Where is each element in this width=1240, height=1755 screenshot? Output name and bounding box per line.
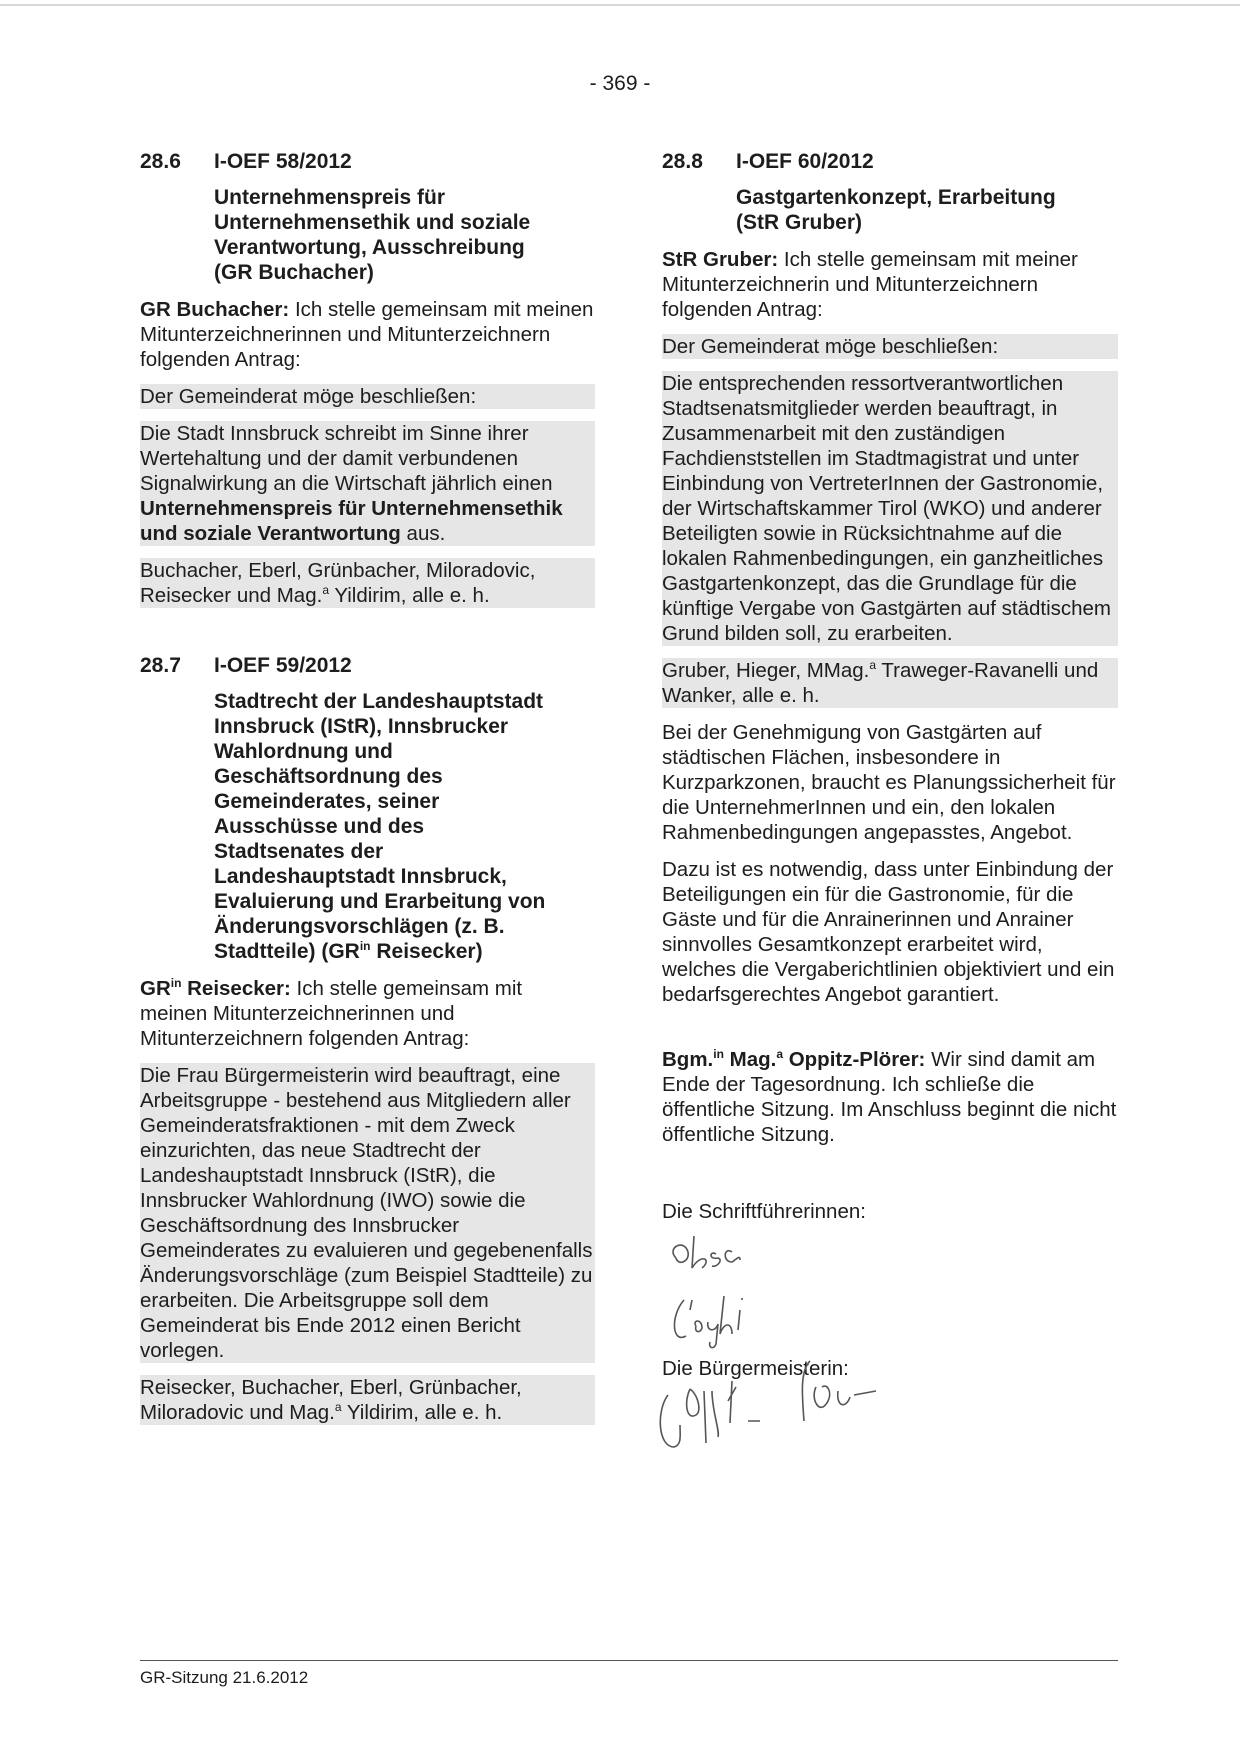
left-column [140, 148, 595, 1425]
section-title-part: Stadtrecht der Landeshauptstadt Innsbruck (IStR), Innsbrucker Wahlordnung und Geschäftsordnung des Gemeinderates, seiner Ausschüsse und des Stadtsenates der Landeshauptstadt Innsbruck, Evaluierung und Erarbeitung von Änderungsvorschlägen (z. B. Stadtteile) (GR [214, 690, 546, 963]
superscript: in [170, 976, 182, 991]
signature-clerk-1-icon [662, 1230, 862, 1280]
motion-text: Die Frau Bürgermeisterin wird beauftragt, eine Arbeitsgruppe - bestehend aus Mitgliedern aller Gemeinderatsfraktionen - mit dem Zweck einzurichten, das neue Stadtrecht der Landeshauptstadt Innsbruck (IStR), die Innsbrucker Wahlordnung (IWO) sowie die Geschäftsordnung des Innsbrucker Gemeinderates zu evaluieren und gegebenenfalls Änderungsvorschläge (zum Beispiel Stadtteile) zu erarbeiten. Die Arbeitsgruppe soll dem Gemeinderat bis Ende 2012 einen Bericht vorlegen. [140, 1063, 595, 1363]
section-28-8 [662, 148, 1118, 1007]
section-code: I-OEF 58/2012 [214, 150, 352, 173]
section-heading [140, 652, 595, 679]
section-number: 28.8 [662, 150, 703, 173]
speaker-title: GR [140, 977, 171, 1000]
footer-text: GR-Sitzung 21.6.2012 [140, 1668, 309, 1687]
scan-edge-line [0, 4, 1240, 6]
signers-names: Buchacher, Eberl, Grünbacher, Miloradovic, Reisecker und Mag. [140, 559, 536, 607]
superscript: in [359, 939, 371, 953]
superscript: a [322, 583, 329, 598]
signers-names-end: Yildirim, alle e. h. [329, 584, 490, 607]
signers [140, 1375, 595, 1425]
speaker-name: StR Gruber: [662, 248, 779, 271]
section-28-7 [140, 652, 595, 1425]
speaker-text: Ich stelle gemeinsam mit meinen Mitunterzeichnerinnen und Mitunterzeichnern folgenden Antrag: [140, 298, 594, 371]
speaker-statement [140, 297, 595, 372]
motion-lead: Der Gemeinderat möge beschließen: [140, 384, 595, 409]
section-title: Gastgartenkonzept, Erarbeitung (StR Gruber) [736, 186, 1056, 234]
superscript: a [776, 1047, 784, 1062]
superscript: in [713, 1047, 724, 1062]
motion-lead: Der Gemeinderat möge beschließen: [662, 334, 1118, 359]
motion-text-part: Die Stadt Innsbruck schreibt im Sinne ihrer Wertehaltung und der damit verbundenen Signalwirkung an die Wirtschaft jährlich einen [140, 422, 553, 495]
motion-text-end: aus. [400, 522, 446, 545]
signers-names-end: Traweger-Ravanelli und Wanker, alle e. h. [662, 659, 1099, 707]
signers-names-end: Yildirim, alle e. h. [341, 1401, 503, 1424]
signers [662, 658, 1118, 708]
rationale-paragraph-1: Bei der Genehmigung von Gastgärten auf städtischen Flächen, insbesondere in Kurzparkzonen, braucht es Planungssicherheit für die UnternehmerInnen und ein, den lokalen Rahmenbedingungen angepasstes, Angebot. [662, 721, 1116, 844]
section-title [214, 689, 559, 964]
page-number: - 369 - [589, 72, 651, 95]
speaker-surname: Oppitz-Plörer: [783, 1048, 926, 1071]
speaker-statement [140, 976, 595, 1051]
signature-clerk-2-icon [662, 1286, 862, 1352]
speaker-text: Ich stelle gemeinsam mit meiner Mitunterzeichnerin und Mitunterzeichnern folgenden Antrag: [662, 248, 1078, 321]
superscript: a [869, 658, 877, 673]
right-column [662, 148, 1118, 1461]
section-title: Unternehmenspreis für Unternehmensethik und soziale Verantwortung, Ausschreibung (GR Buchacher) [214, 186, 531, 284]
section-number: 28.7 [140, 654, 181, 677]
superscript: a [334, 1400, 342, 1415]
speaker-statement [662, 247, 1118, 322]
speaker-text: Wir sind damit am Ende der Tagesordnung. Ich schließe die öffentliche Sitzung. Im Anschluss beginnt die nicht öffentliche Sitzung. [662, 1048, 1117, 1146]
signers-names: Gruber, Hieger, MMag. [662, 659, 870, 682]
section-28-6 [140, 148, 595, 608]
rationale-paragraph-2: Dazu ist es notwendig, dass unter Einbindung der Beteiligungen ein für die Gastronomie, für die Gäste und für die Anrainerinnen und Anrainer sinnvolles Gesamtkonzept erarbeitet wird, welches die Vergaberichtlinien objektiviert und ein bedarfsgerechtes Angebot garantiert. [662, 858, 1115, 1006]
section-heading [662, 148, 1118, 175]
speaker-statement [662, 1047, 1118, 1147]
section-heading [140, 148, 595, 175]
speaker-name [140, 977, 291, 1000]
mayor-label: Die Bürgermeisterin: [662, 1357, 849, 1380]
speaker-surname: Reisecker: [181, 977, 291, 1000]
closing-statement [662, 1047, 1118, 1461]
motion-highlight: Unternehmenspreis für Unternehmensethik und soziale Verantwortung [140, 497, 563, 545]
motion-text: Die entsprechenden ressortverantwortlichen Stadtsenatsmitglieder werden beauftragt, in Zusammenarbeit mit den zuständigen Fachdienststellen im Stadtmagistrat und unter Einbindung von VertreterInnen der Gastronomie, der Wirtschaftskammer Tirol (WKO) und anderer Beteiligten sowie in Rücksichtnahme auf die lokalen Rahmenbedingungen, ein ganzheitliches Gastgartenkonzept, das die Grundlage für die künftige Vergabe von Gastgärten auf städtischem Grund bilden soll, zu erarbeiten. [662, 371, 1118, 646]
speaker-name [662, 1048, 925, 1071]
speaker-title: Bgm. [662, 1048, 714, 1071]
signers [140, 558, 595, 608]
speaker-text: Ich stelle gemeinsam mit meinen Mitunterzeichnerinnen und Mitunterzeichnern folgenden Antrag: [140, 977, 523, 1050]
section-code: I-OEF 60/2012 [736, 150, 874, 173]
section-code: I-OEF 59/2012 [214, 654, 352, 677]
section-title-end: Reisecker) [370, 940, 483, 963]
signers-names: Reisecker, Buchacher, Eberl, Grünbacher, Miloradovic und Mag. [140, 1376, 522, 1424]
motion-text [140, 421, 595, 546]
clerks-label: Die Schriftführerinnen: [662, 1200, 866, 1223]
section-number: 28.6 [140, 150, 181, 173]
footer-rule [140, 1660, 1118, 1661]
speaker-degree: Mag. [723, 1048, 777, 1071]
speaker-name: GR Buchacher: [140, 298, 290, 321]
